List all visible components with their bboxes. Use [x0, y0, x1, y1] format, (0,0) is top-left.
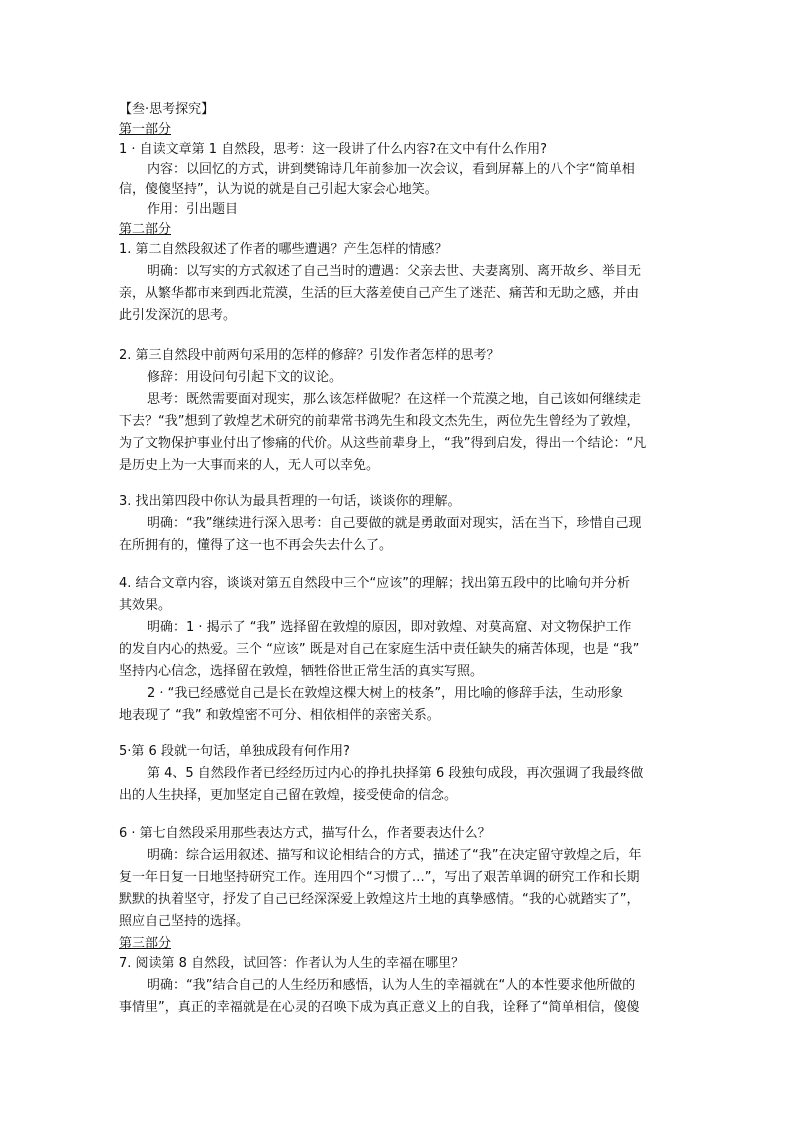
answer-text: 出的人生抉择，更加坚定自己留在敦煌，接受使命的信念。: [119, 788, 458, 803]
answer-text: 默默的执着坚守，抒发了自己已经深深爱上敦煌这片土地的真挚感情。“我的心就踏实了”，: [119, 892, 640, 907]
answer-text: 事情里”，真正的幸福就是在心灵的召唤下成为真正意义上的自我，诠释了“简单相信，傻傻: [119, 1000, 640, 1015]
part1-title: 第一部分: [119, 122, 172, 137]
answer-text: 明确：“我”结合自己的人生经历和感悟，认为人生的幸福就在“人的本性要求他所做的: [147, 978, 636, 993]
answer-text: 明确：综合运用叙述、描写和议论相结合的方式，描述了“我”在决定留守敦煌之后，年: [147, 848, 642, 863]
answer-text: 的发自内心的热爱。三个 “应该” 既是对自己在家庭生活中责任缺失的痛苦体现，也是 “我”: [119, 642, 640, 657]
question-text: 7. 阅读第 8 自然段，试回答：作者认为人生的幸福在哪里？: [119, 956, 465, 971]
answer-text: 信，傻傻坚持”，认为说的就是自己引起大家会心地笑。: [119, 182, 438, 197]
answer-text: 此引发深沉的思考。: [119, 308, 237, 323]
question-text: 2. 第三自然段中前两句采用的怎样的修辞？引发作者怎样的思考？: [119, 348, 500, 363]
answer-text: 明确：“我”继续进行深入思考：自己要做的就是勇敢面对现实，活在当下，珍惜自己现: [147, 516, 642, 531]
answer-text: 修辞：用设问句引起下文的议论。: [147, 370, 343, 385]
section-heading: 【叁·思考探究】: [119, 102, 215, 117]
question-text: 其效果。: [119, 598, 172, 613]
question-text: 3. 找出第四段中你认为最具哲理的一句话，谈谈你的理解。: [119, 494, 461, 509]
answer-text: 明确：以写实的方式叙述了自己当时的遭遇：父亲去世、夫妻离别、离开故乡、举目无: [147, 264, 642, 279]
answer-text: 为了文物保护事业付出了惨痛的代价。从这些前辈身上，“我”得到启发，得出一个结论：“凡: [119, 436, 647, 451]
answer-text: 照应自己坚持的选择。: [119, 914, 250, 929]
answer-text: 在所拥有的，懂得了这一也不再会失去什么了。: [119, 538, 393, 553]
question-text: 4. 结合文章内容，谈谈对第五自然段中三个“应该”的理解；找出第五段中的比喻句并分析: [119, 576, 631, 591]
answer-text: 亲，从繁华都市来到西北荒漠，生活的巨大落差使自己产生了迷茫、痛苦和无助之感，并由: [119, 286, 640, 301]
answer-text: 坚持内心信念，选择留在敦煌，牺牲俗世正常生活的真实写照。: [119, 664, 484, 679]
answer-text: 是历史上为一大事而来的人，无人可以幸免。: [119, 458, 380, 473]
answer-text: 下去？“我”想到了敦煌艺术研究的前辈常书鸿先生和段文杰先生，两位先生曾经为了敦煌，: [119, 414, 640, 429]
answer-text: 2 · “我已经感觉自己是长在敦煌这棵大树上的枝条”，用比喻的修辞手法，生动形象: [147, 686, 624, 701]
question-text: 1 · 自读文章第 1 自然段，思考：这一段讲了什么内容?在文中有什么作用?: [119, 142, 548, 157]
answer-text: 地表现了 “我” 和敦煌密不可分、相依相伴的亲密关系。: [119, 708, 440, 723]
question-text: 5·第 6 段就一句话，单独成段有何作用?: [119, 744, 350, 759]
part3-title: 第三部分: [119, 936, 172, 951]
question-text: 1. 第二自然段叙述了作者的哪些遭遇？产生怎样的情感？: [119, 242, 448, 257]
answer-text: 作用：引出题目: [147, 202, 239, 217]
answer-text: 复一年日复一日地坚持研究工作。连用四个“习惯了…”，写出了艰苦单调的研究工作和长期: [119, 870, 640, 885]
answer-text: 第 4、5 自然段作者已经经历过内心的挣扎抉择第 6 段独句成段，再次强调了我最终做: [147, 766, 644, 781]
answer-text: 明确：1 · 揭示了 “我” 选择留在敦煌的原因，即对敦煌、对莫高窟、对文物保护工作: [147, 620, 632, 635]
answer-text: 内容：以回忆的方式，讲到樊锦诗几年前参加一次会议，看到屏幕上的八个字“简单相: [147, 162, 635, 177]
question-text: 6 · 第七自然段采用那些表达方式，描写什么，作者要表达什么？: [119, 826, 491, 841]
answer-text: 思考：既然需要面对现实，那么该怎样做呢？在这样一个荒漠之地，自己该如何继续走: [147, 392, 642, 407]
part2-title: 第二部分: [119, 222, 172, 237]
